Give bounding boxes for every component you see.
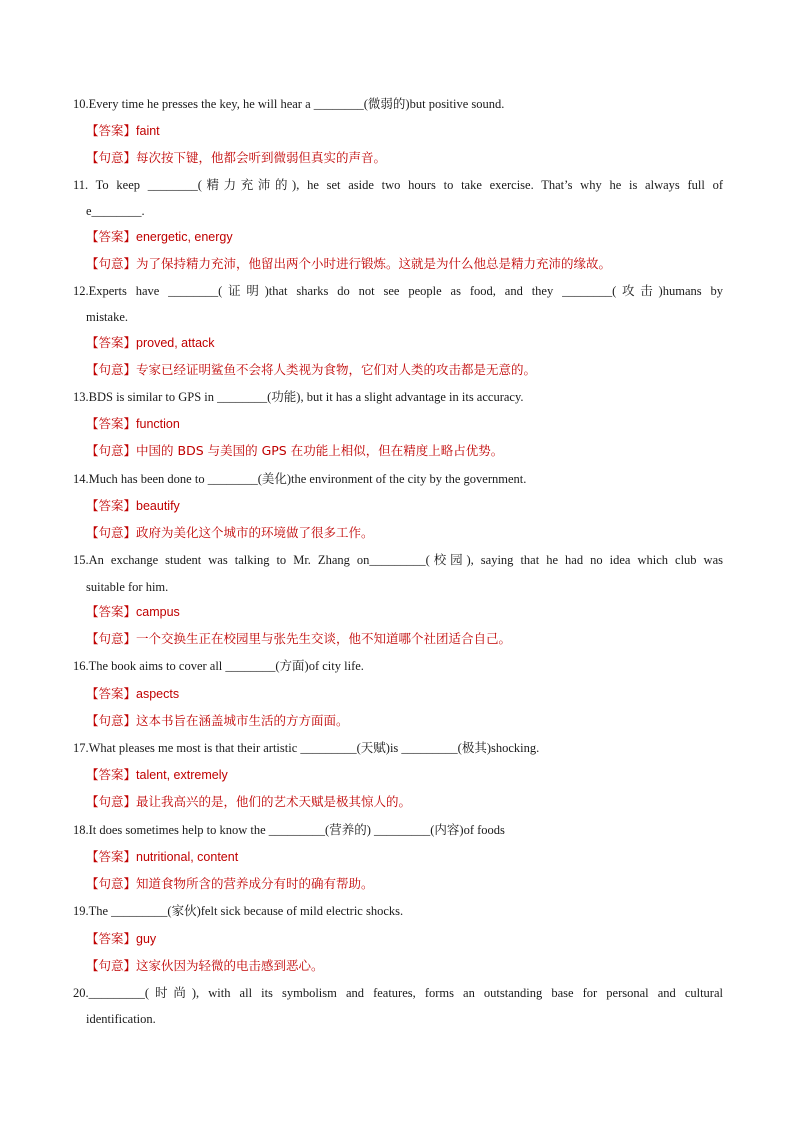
question-13-meaning bbox=[0, 441, 794, 461]
question-10-meaning bbox=[0, 148, 794, 168]
meaning-text: 中国的 BDS 与美国的 GPS 在功能上相似，但在精度上略占优势。 bbox=[136, 443, 504, 458]
question-18-answer bbox=[0, 847, 794, 867]
answer-text: energetic, energy bbox=[136, 230, 233, 244]
meaning-text: 一个交换生正在校园里与张先生交谈，他不知道哪个社团适合自己。 bbox=[136, 631, 512, 646]
question-12-answer bbox=[0, 333, 794, 353]
answer-text: aspects bbox=[136, 687, 180, 701]
answer-text: function bbox=[136, 417, 180, 431]
question-16-answer bbox=[0, 684, 794, 704]
question-19-meaning bbox=[0, 956, 794, 976]
answer-tag: 【答案】 bbox=[86, 849, 137, 864]
answer-text: guy bbox=[136, 932, 157, 946]
answer-tag: 【答案】 bbox=[86, 416, 137, 431]
answer-tag: 【答案】 bbox=[86, 931, 137, 946]
question-15-stem: 15.An exchange student was talking to Mr. Zhang on_________(校园), saying that he had no idea which club was bbox=[73, 553, 723, 567]
answer-tag: 【答案】 bbox=[86, 686, 137, 701]
question-17-meaning bbox=[0, 792, 794, 812]
question-19-stem: 19.The _________(家伙)felt sick because of mild electric shocks. bbox=[73, 904, 404, 918]
question-11-answer bbox=[0, 227, 794, 247]
question-17-answer bbox=[0, 765, 794, 785]
answer-text: campus bbox=[136, 605, 180, 619]
answer-text: beautify bbox=[136, 499, 180, 513]
question-11-stem-cont: e________. bbox=[86, 204, 145, 218]
meaning-tag: 【句意】 bbox=[86, 525, 137, 540]
question-20-stem-cont: identification. bbox=[86, 1012, 156, 1026]
meaning-tag: 【句意】 bbox=[86, 794, 137, 809]
meaning-tag: 【句意】 bbox=[86, 713, 137, 728]
answer-tag: 【答案】 bbox=[86, 335, 137, 350]
meaning-text: 政府为美化这个城市的环境做了很多工作。 bbox=[136, 525, 374, 540]
question-13-answer bbox=[0, 414, 794, 434]
meaning-text: 知道食物所含的营养成分有时的确有帮助。 bbox=[136, 876, 374, 891]
answer-tag: 【答案】 bbox=[86, 229, 137, 244]
meaning-text: 每次按下键，他都会听到微弱但真实的声音。 bbox=[136, 150, 387, 165]
question-14-meaning bbox=[0, 523, 794, 543]
answer-tag: 【答案】 bbox=[86, 498, 137, 513]
question-15-meaning bbox=[0, 629, 794, 649]
question-15-answer bbox=[0, 602, 794, 622]
meaning-tag: 【句意】 bbox=[86, 958, 137, 973]
answer-text: proved, attack bbox=[136, 336, 215, 350]
question-13-stem: 13.BDS is similar to GPS in ________(功能), but it has a slight advantage in its accuracy. bbox=[73, 390, 524, 404]
meaning-tag: 【句意】 bbox=[86, 876, 137, 891]
answer-text: talent, extremely bbox=[136, 768, 228, 782]
question-14-stem: 14.Much has been done to ________(美化)the environment of the city by the government. bbox=[73, 472, 527, 486]
answer-tag: 【答案】 bbox=[86, 123, 137, 138]
answer-text: faint bbox=[136, 124, 160, 138]
meaning-text: 这家伙因为轻微的电击感到恶心。 bbox=[136, 958, 324, 973]
question-16-meaning bbox=[0, 711, 794, 731]
question-17-stem: 17.What pleases me most is that their artistic _________(天赋)is _________(极其)shocking. bbox=[73, 741, 540, 755]
question-15-stem-cont: suitable for him. bbox=[86, 580, 169, 594]
question-10-answer bbox=[0, 121, 794, 141]
question-16-stem: 16.The book aims to cover all ________(方面)of city life. bbox=[73, 659, 364, 673]
question-10-stem: 10.Every time he presses the key, he will hear a ________(微弱的)but positive sound. bbox=[73, 97, 505, 111]
question-14-answer bbox=[0, 496, 794, 516]
question-19-answer bbox=[0, 929, 794, 949]
meaning-text: 为了保持精力充沛，他留出两个小时进行锻炼。这就是为什么他总是精力充沛的缘故。 bbox=[136, 256, 612, 271]
question-12-meaning bbox=[0, 360, 794, 380]
question-20-stem: 20._________(时尚), with all its symbolism and features, forms an outstanding base for personal and cultural bbox=[73, 986, 723, 1000]
answer-tag: 【答案】 bbox=[86, 604, 137, 619]
meaning-tag: 【句意】 bbox=[86, 443, 137, 458]
meaning-text: 这本书旨在涵盖城市生活的方方面面。 bbox=[136, 713, 349, 728]
answer-text: nutritional, content bbox=[136, 850, 239, 864]
meaning-tag: 【句意】 bbox=[86, 362, 137, 377]
meaning-text: 最让我高兴的是，他们的艺术天赋是极其惊人的。 bbox=[136, 794, 412, 809]
meaning-tag: 【句意】 bbox=[86, 631, 137, 646]
question-11-stem: 11. To keep ________(精力充沛的), he set aside two hours to take exercise. That’s why he is always full of bbox=[73, 178, 723, 192]
meaning-text: 专家已经证明鲨鱼不会将人类视为食物，它们对人类的攻击都是无意的。 bbox=[136, 362, 537, 377]
question-18-stem: 18.It does sometimes help to know the _________(营养的) _________(内容)of foods bbox=[73, 823, 505, 837]
question-12-stem-cont: mistake. bbox=[86, 310, 129, 324]
meaning-tag: 【句意】 bbox=[86, 256, 137, 271]
meaning-tag: 【句意】 bbox=[86, 150, 137, 165]
answer-tag: 【答案】 bbox=[86, 767, 137, 782]
question-18-meaning bbox=[0, 874, 794, 894]
question-11-meaning bbox=[0, 254, 794, 274]
question-12-stem: 12.Experts have ________(证明)that sharks do not see people as food, and they ________(攻击)humans by bbox=[73, 284, 723, 298]
